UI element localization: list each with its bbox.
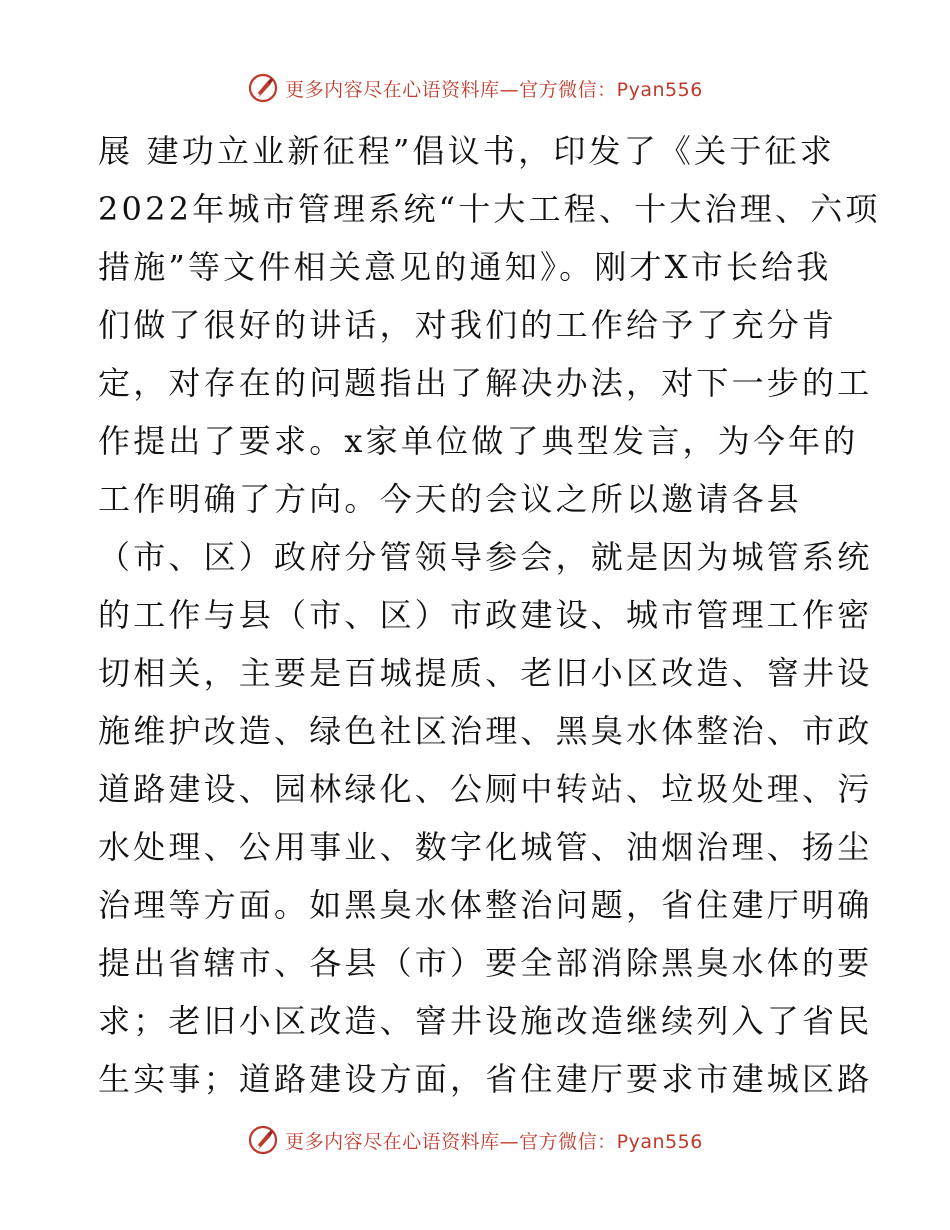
text-line: 切相关，主要是百城提质、老旧小区改造、窨井设 <box>98 654 873 692</box>
text-line: 生实事；道路建设方面，省住建厅要求市建城区路 <box>98 1060 873 1098</box>
document-body <box>98 122 881 1108</box>
text-line: 水处理、公用事业、数字化城管、油烟治理、扬尘 <box>98 828 873 866</box>
text-line: 展 建功立业新征程”倡议书，印发了《关于征求 <box>98 132 835 170</box>
text-line: 的工作与县（市、区）市政建设、城市管理工作密 <box>98 596 873 634</box>
fountain-pen-logo-icon <box>247 1124 279 1156</box>
text-line: （市、区）政府分管领导参会，就是因为城管系统 <box>98 538 873 576</box>
text-line: 们做了很好的讲话，对我们的工作给予了充分肯 <box>98 306 838 344</box>
text-line: 措施”等文件相关意见的通知》。刚才X市长给我 <box>98 248 832 286</box>
watermark-text: 更多内容尽在心语资料库—官方微信：Pyan556 <box>285 78 703 101</box>
text-line: 工作明确了方向。今天的会议之所以邀请各县 <box>98 480 803 518</box>
text-line: 2022年城市管理系统“十大工程、十大治理、六项 <box>98 190 881 228</box>
text-line: 求；老旧小区改造、窨井设施改造继续列入了省民 <box>98 1002 873 1040</box>
watermark-text: 更多内容尽在心语资料库—官方微信：Pyan556 <box>285 1130 703 1153</box>
text-line: 提出省辖市、各县（市）要全部消除黑臭水体的要 <box>98 944 873 982</box>
text-line: 定，对存在的问题指出了解决办法，对下一步的工 <box>98 364 873 402</box>
text-line: 道路建设、园林绿化、公厕中转站、垃圾处理、污 <box>98 770 873 808</box>
fountain-pen-logo-icon <box>247 72 279 104</box>
text-line: 作提出了要求。x家单位做了典型发言，为今年的 <box>98 422 859 460</box>
header-watermark <box>0 70 950 106</box>
text-line: 施维护改造、绿色社区治理、黑臭水体整治、市政 <box>98 712 873 750</box>
footer-watermark <box>0 1122 950 1158</box>
text-line: 治理等方面。如黑臭水体整治问题，省住建厅明确 <box>98 886 873 924</box>
